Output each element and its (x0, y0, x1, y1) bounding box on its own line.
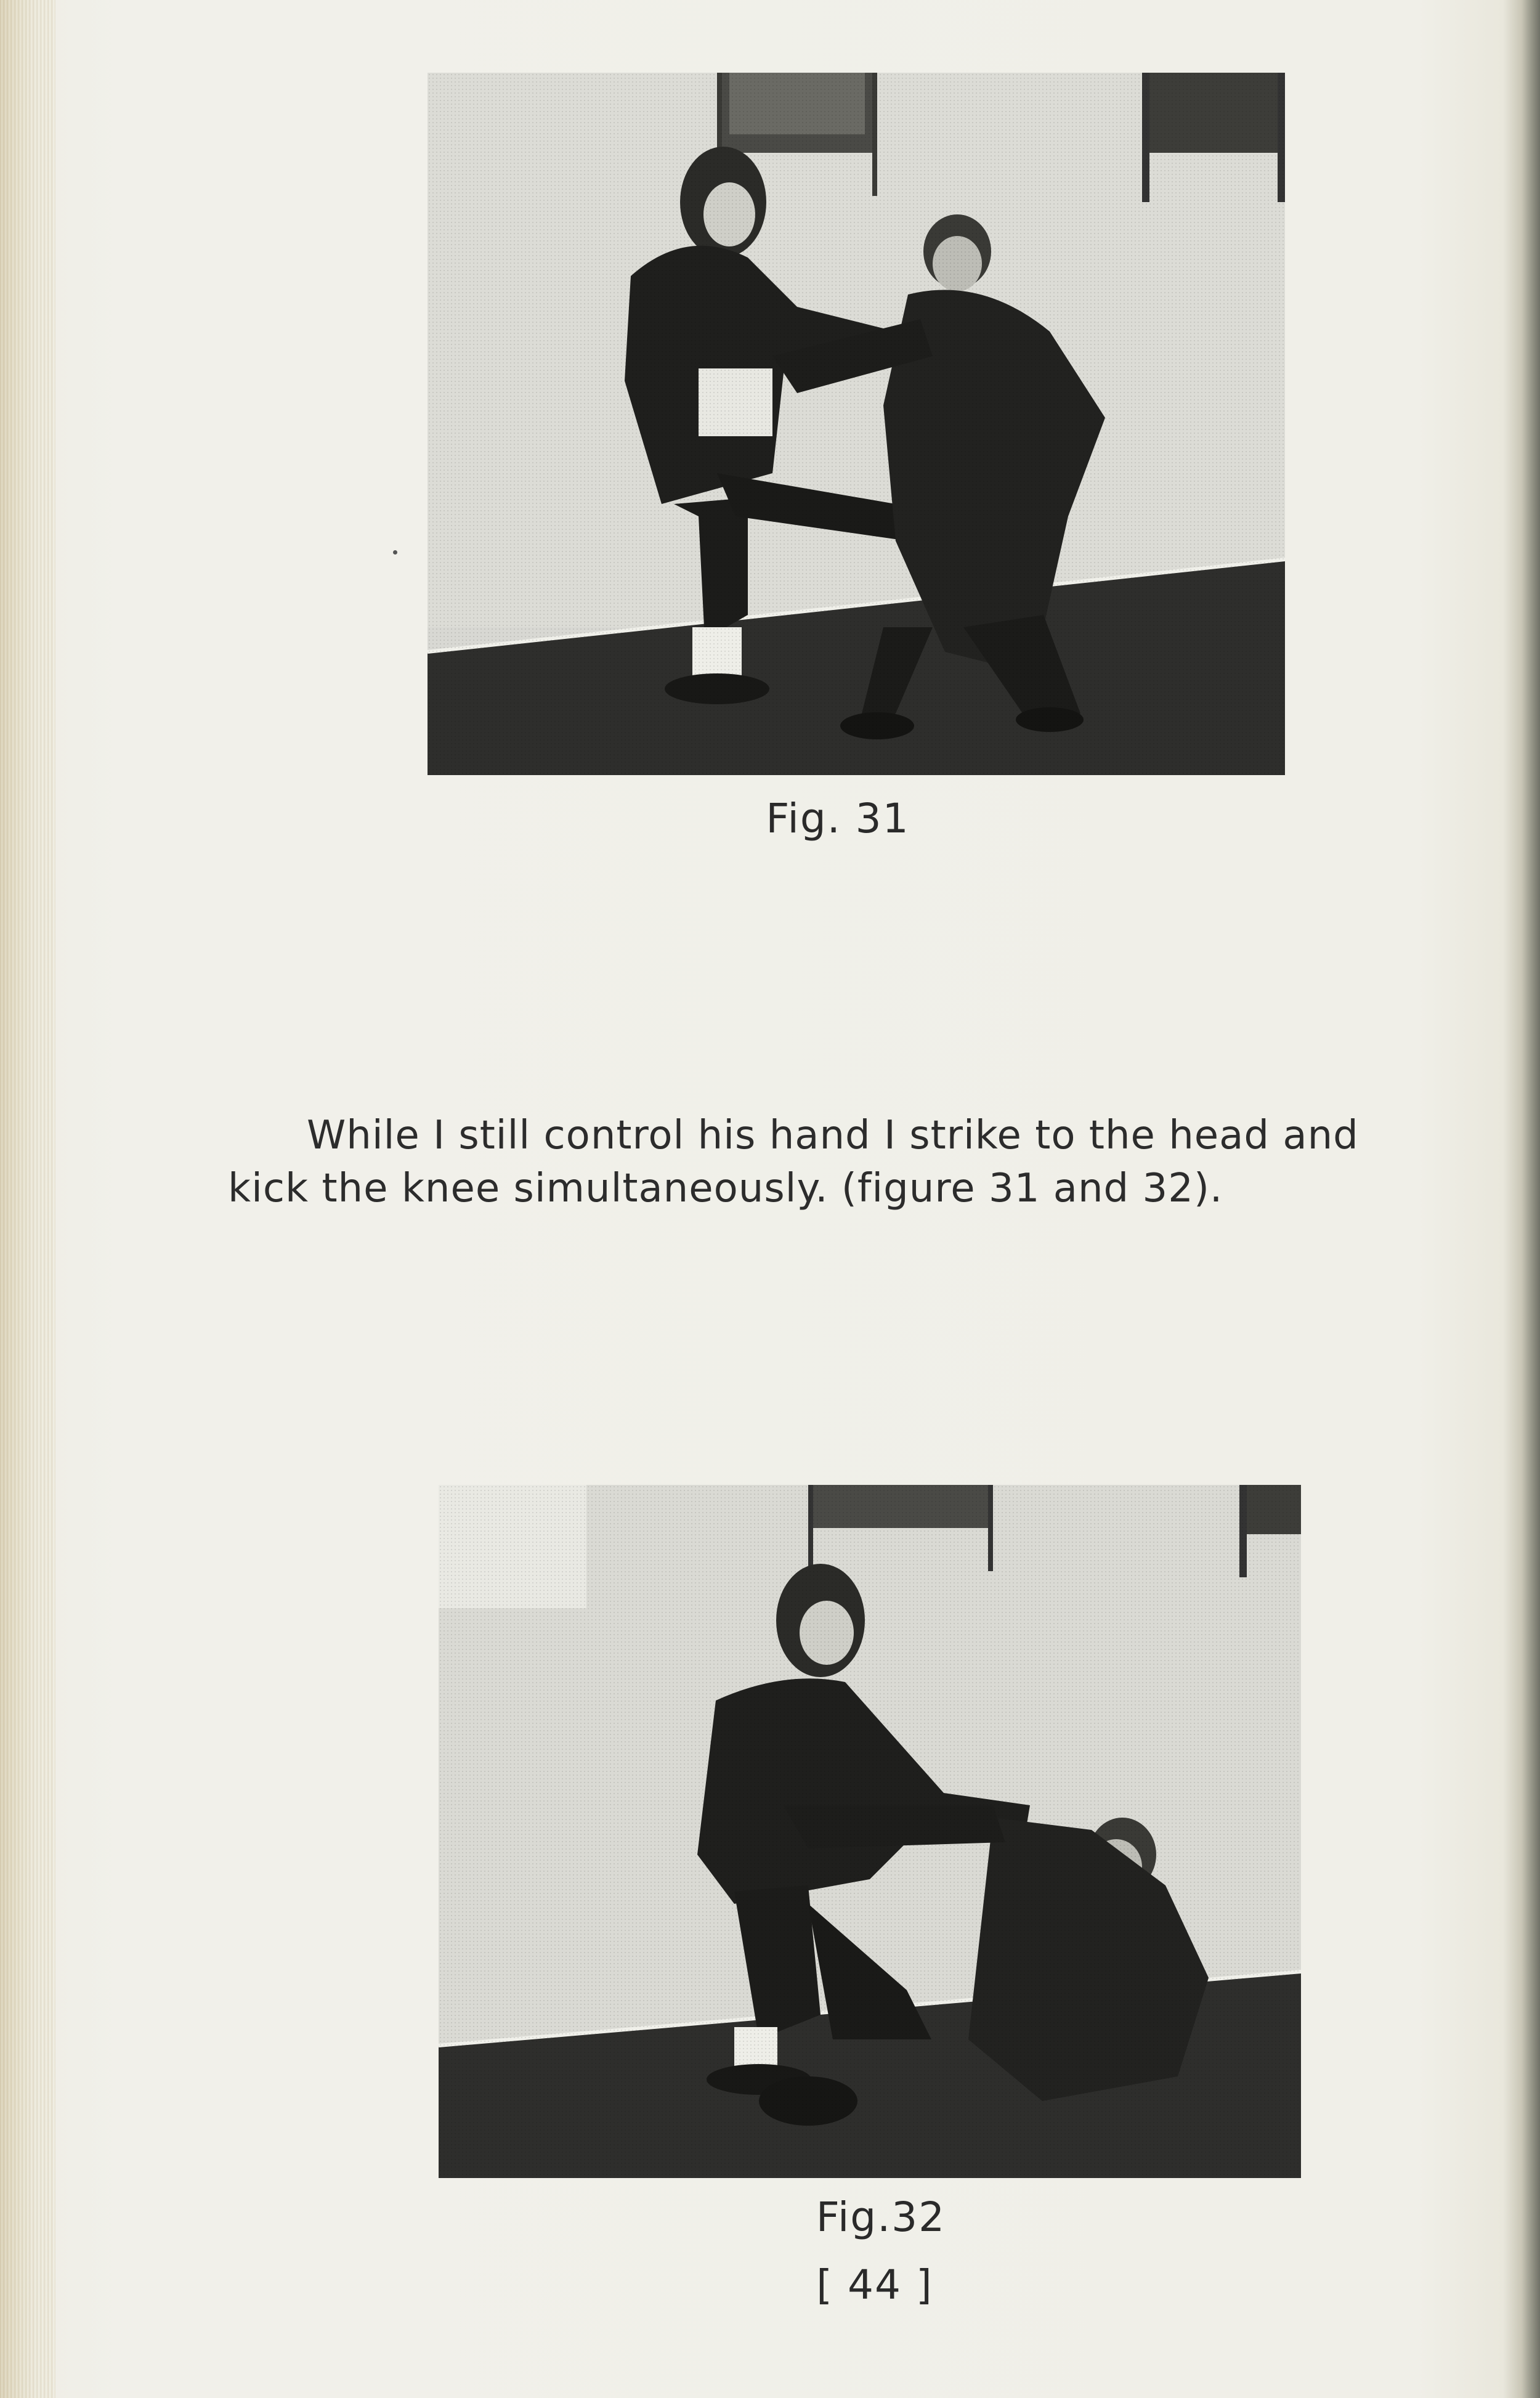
figure-caption-31: Fig. 31 (766, 795, 910, 842)
figure-caption-32: Fig.32 (816, 2193, 946, 2241)
paragraph-line-2: kick the knee simultaneously. (figure 31 and 32). (228, 1166, 1223, 1211)
body-paragraph (228, 1109, 1398, 1215)
speck (393, 550, 397, 555)
page-edge (0, 0, 55, 2398)
paragraph-line-1: While I still control his hand I strike to the head and (307, 1113, 1359, 1158)
photo-fig-32 (439, 1485, 1301, 2178)
photo-fig-32-image (439, 1485, 1301, 2178)
page-number: [ 44 ] (816, 2261, 933, 2309)
photo-fig-31-image (428, 73, 1285, 775)
photo-fig-31 (428, 73, 1285, 775)
